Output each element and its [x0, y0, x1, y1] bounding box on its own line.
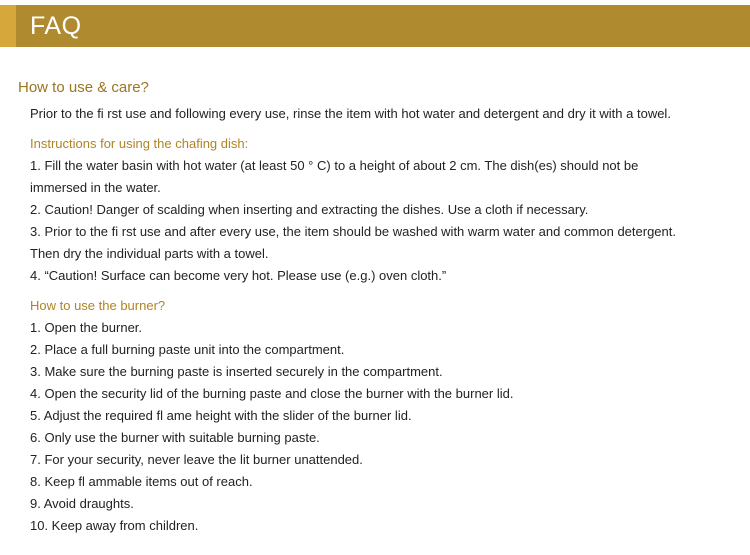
burner-step-2: 2. Place a full burning paste unit into the compartment.	[30, 342, 345, 357]
burner-heading: How to use the burner?	[30, 298, 166, 313]
section-title: How to use & care?	[18, 79, 149, 96]
burner-step-9: 9. Avoid draughts.	[30, 496, 134, 511]
chafing-line-5: Then dry the individual parts with a towel.	[30, 246, 269, 261]
chafing-line-4: 3. Prior to the fi rst use and after every use, the item should be washed with warm water and common detergent.	[30, 224, 676, 239]
chafing-line-1: 1. Fill the water basin with hot water (at least 50 ° C) to a height of about 2 cm. The dish(es) should not be	[30, 158, 639, 173]
intro-text: Prior to the fi rst use and following every use, rinse the item with hot water and detergent and dry it with a towel.	[30, 106, 671, 121]
header-accent-stripe	[0, 5, 16, 47]
chafing-line-6: 4. “Caution! Surface can become very hot. Please use (e.g.) oven cloth.”	[30, 268, 447, 283]
page-title: FAQ	[30, 12, 82, 40]
chafing-line-2: immersed in the water.	[30, 180, 161, 195]
burner-step-4: 4. Open the security lid of the burning paste and close the burner with the burner lid.	[30, 386, 514, 401]
burner-step-3: 3. Make sure the burning paste is inserted securely in the compartment.	[30, 364, 443, 379]
burner-step-7: 7. For your security, never leave the lit burner unattended.	[30, 452, 363, 467]
burner-step-1: 1. Open the burner.	[30, 320, 143, 335]
burner-step-8: 8. Keep fl ammable items out of reach.	[30, 474, 253, 489]
chafing-line-3: 2. Caution! Danger of scalding when inserting and extracting the dishes. Use a cloth if necessary.	[30, 202, 589, 217]
faq-header-bar	[0, 5, 750, 47]
burner-step-6: 6. Only use the burner with suitable burning paste.	[30, 430, 320, 445]
burner-step-5: 5. Adjust the required fl ame height with the slider of the burner lid.	[30, 408, 412, 423]
burner-step-10: 10. Keep away from children.	[30, 518, 199, 533]
chafing-heading: Instructions for using the chafing dish:	[30, 136, 249, 151]
